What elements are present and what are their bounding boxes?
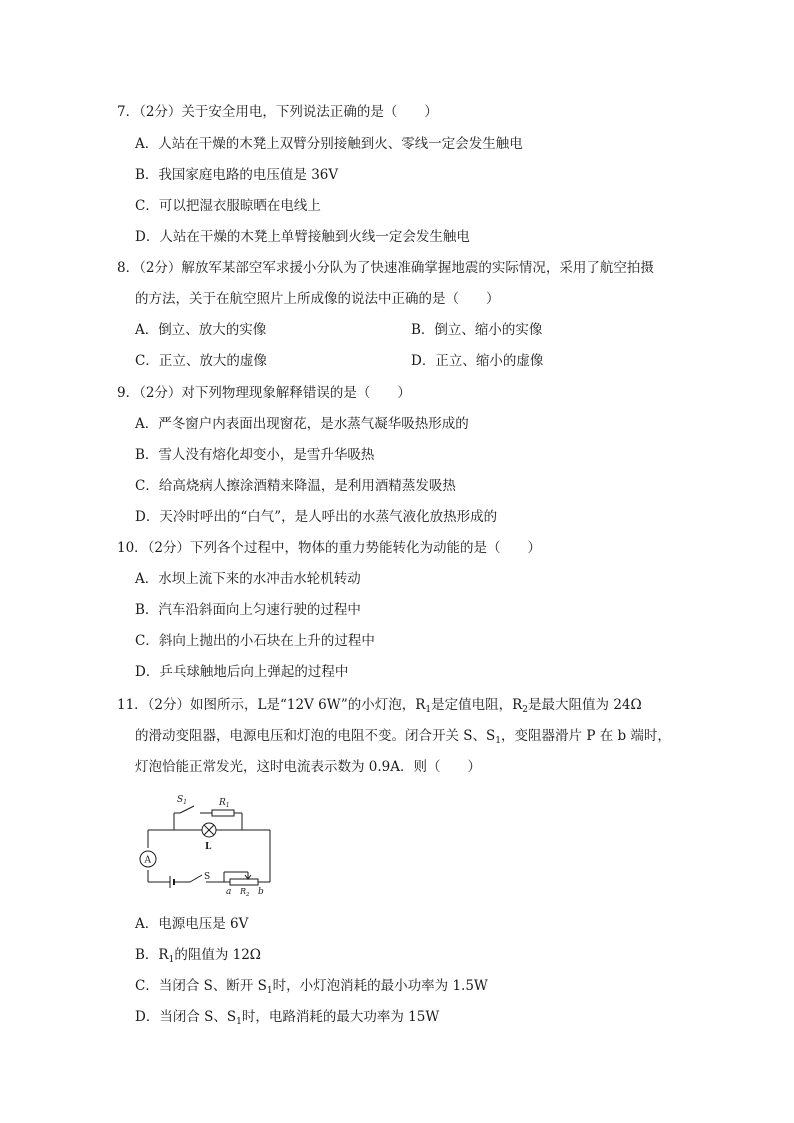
label-s1: $S_1$ [177,795,187,806]
question-7-stem: 7．（2分）关于安全用电，下列说法正确的是（ ） [117,104,438,120]
question-10-option-a: A．水坝上流下来的水冲击水轮机转动 [135,571,361,587]
question-8-option-c: C．正立、放大的虚像 [135,353,267,369]
switch-s-blade [190,875,202,882]
label-switch-s: S [204,872,211,882]
question-8-stem-continued: 的方法，关于在航空照片上所成像的说法中正确的是（ ） [135,291,500,307]
question-10-option-c: C．斜向上抛出的小石块在上升的过程中 [135,633,375,649]
question-7-option-b: B．我国家庭电路的电压值是 36V [135,167,339,183]
question-11-option-b: B．$R_1$的阻值为 12Ω [135,947,261,965]
question-7-option-c: C．可以把湿衣服晾晒在电线上 [135,198,321,214]
question-10-option-b: B．汽车沿斜面向上匀速行驶的过程中 [135,602,361,618]
resistor-r1 [212,810,234,816]
question-11-stem-line-2: 的滑动变阻器，电源电压和灯泡的电阻不变。闭合开关 S、$S_1$，变阻器滑片 P 在 b 端时， [135,728,671,746]
question-10-option-d: D．乒乓球触地后向上弹起的过程中 [135,664,349,680]
question-11-stem-line-3: 灯泡恰能正常发光，这时电流表示数为 0.9A．则（ ） [135,759,482,775]
question-7-option-d: D．人站在干燥的木凳上单臂接触到火线一定会发生触电 [135,229,470,245]
question-9-option-d: D．天冷时呼出的“白气”，是人呼出的水蒸气液化放热形成的 [135,509,498,525]
question-8-option-a: A．倒立、放大的实像 [135,322,267,338]
question-9-option-a: A．严冬窗户内表面出现窗花，是水蒸气凝华吸热形成的 [135,416,469,432]
label-lamp: L [205,842,212,852]
label-r1: $R_1$ [219,798,230,809]
question-9-option-c: C．给高烧病人擦涂酒精来降温，是利用酒精蒸发吸热 [135,478,456,494]
question-8-option-d: D．正立、缩小的虚像 [411,353,544,369]
label-b: b [258,887,264,897]
question-11-option-c: C．当闭合 S、断开 $S_1$时，小灯泡消耗的最小功率为 1.5W [135,978,488,996]
label-r2: $R_2$ [240,887,250,898]
question-8-stem: 8．（2分）解放军某部空军求援小分队为了快速准确掌握地震的实际情况，采用了航空拍摄 [117,260,654,276]
question-11-stem: 11．（2分）如图所示，L是“12V 6W”的小灯泡，$R_1$是定值电阻，$R_2$是最大阻值为 24Ω [117,697,642,715]
rheostat-r2 [230,879,258,885]
question-9-option-b: B．雪人没有熔化却变小，是雪升华吸热 [135,447,375,463]
circuit-diagram [134,788,284,898]
question-9-stem: 9．（2分）对下列物理现象解释错误的是（ ） [117,385,411,401]
question-8-option-b: B．倒立、缩小的实像 [411,322,543,338]
label-ammeter: A [144,855,151,866]
question-11-option-a: A．电源电压是 6V [135,916,249,932]
question-10-stem: 10．（2分）下列各个过程中，物体的重力势能转化为动能的是（ ） [117,540,542,556]
switch-s1-blade [180,806,194,813]
question-7-option-a: A．人站在干燥的木凳上双臂分别接触到火、零线一定会发生触电 [135,136,523,152]
question-11-option-d: D．当闭合 S、$S_1$时，电路消耗的最大功率为 15W [135,1009,440,1027]
label-a: a [226,887,232,897]
